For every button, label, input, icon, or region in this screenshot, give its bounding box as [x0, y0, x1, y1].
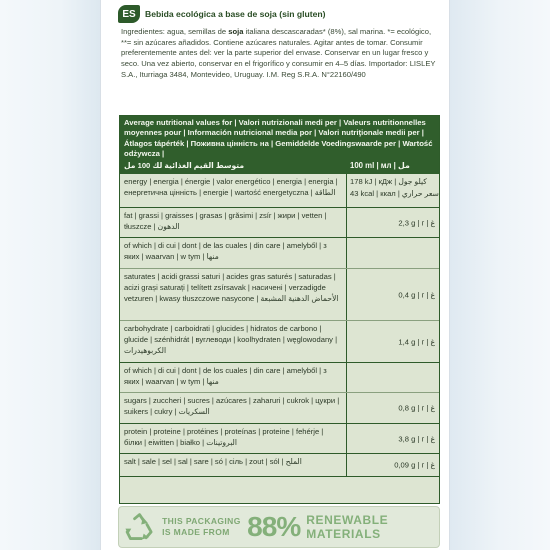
table-row: [120, 321, 439, 363]
banner-small-text: THIS PACKAGING IS MADE FROM: [162, 516, 241, 537]
right-carton-edge: [450, 0, 550, 550]
nutrient-value-cell: [347, 393, 439, 423]
es-header: [118, 4, 438, 24]
nutrient-value-cell: [347, 174, 439, 207]
recycle-icon: [123, 509, 156, 545]
table-row: [120, 174, 439, 208]
ingredients-prefix: Ingredientes: agua, semillas de: [121, 27, 229, 36]
table-row: [120, 269, 439, 321]
ingredients-suffix: italiana descascaradas* (8%), sal marina. *= ecológico, **= sin azúcares añadidos. Contiene azúcares naturales. Agitar antes de tomar. Consumir preferentemente antes del: ver la parte superior del envase. Conservar en un lugar fresco y seco. Una vez abierto, conservar en el frigorífico y consumir en 4–5 días. Importador: LISLEY S.A., Iturriaga 3484, Montevideo, Uruguay. I.M. Reg S.R.A. N°22160/490: [121, 27, 436, 79]
nutrient-value-cell: [347, 424, 439, 453]
banner-big-text: RENEWABLE MATERIALS: [306, 513, 389, 541]
nutrient-label: sugars | zuccheri | sucres | azúcares | zaharuri | cukrok | цукри | suikers | cukry | السكريات: [120, 393, 347, 423]
allergen-soja: soja: [228, 27, 244, 36]
nutrient-value: 0,8 g | г | غ: [398, 403, 435, 413]
nutrition-table: [119, 115, 440, 504]
language-badge: ES: [118, 5, 140, 23]
left-carton-edge: [0, 0, 100, 550]
recycle-banner: [118, 506, 440, 548]
table-row: [120, 363, 439, 393]
nutrient-value: 1,4 g | г | غ: [398, 337, 435, 346]
nutrient-label: saturates | acidi grassi saturi | acides gras saturés | saturadas | acizi grași saturați | telített zsírsavak | насичені | verzadigde vetzuren | kwasy tłuszczowe nasycone | الأحماض الدهنية المشبعة: [120, 269, 347, 320]
banner-percent: 88%: [247, 511, 301, 542]
nutrient-label: energy | energia | énergie | valor energético | energia | energia | енергетична цінність | energie | wartość energetyczna | الطاقة: [120, 174, 347, 207]
nutrition-table-header: [120, 116, 439, 174]
nutrient-value: 0,4 g | г | غ: [398, 290, 435, 299]
table-row: [120, 454, 439, 477]
nutrition-rows: [120, 174, 439, 477]
table-row: [120, 238, 439, 269]
nutrient-value-cell: [347, 269, 439, 320]
nutrient-value-cell: [347, 454, 439, 476]
nutrient-value-cell: [347, 363, 439, 392]
nutrient-value: 3,8 g | г | غ: [398, 434, 435, 443]
header-unit: 100 ml | мл | مل: [350, 161, 410, 170]
nutrient-value: 0,09 g | г | غ: [394, 460, 435, 470]
energy-kj: 178 kJ | кДж | كيلو جول: [350, 177, 427, 186]
table-row: [120, 208, 439, 238]
ingredients-text: [121, 27, 439, 81]
table-row: [120, 393, 439, 424]
nutrient-label: protein | proteine | protéines | proteínas | proteine | fehérje | білки | eiwitten | białko | البروتينات: [120, 424, 347, 453]
header-arabic: متوسط القيم الغذائية لك 100 مل: [124, 161, 245, 170]
nutrient-label: of which | di cui | dont | de los cuales | din care | amelyből | з яких | waarvan | w tym | منها: [120, 363, 347, 392]
nutrient-value-cell: [347, 238, 439, 268]
nutrient-label: of which | di cui | dont | de las cuales | din care | amelyből | з яких | waarvan | w tym | منها: [120, 238, 347, 268]
nutrient-label: carbohydrate | carboidrati | glucides | hidratos de carbono | glucide | szénhidrát | вуглеводи | koolhydraten | węglowodany | الكربوهيدرات: [120, 321, 347, 362]
nutrient-label: fat | grassi | graisses | grasas | grăsimi | zsír | жири | vetten | tłuszcze | الدهون: [120, 208, 347, 237]
nutrient-value-cell: [347, 208, 439, 237]
energy-kcal: 43 kcal | ккал | سعر حراري: [350, 189, 439, 198]
table-row: [120, 424, 439, 454]
header-text: Average nutritional values for | Valori nutrizionali medi per | Valeurs nutritionnelles moyennes pour | Información nutricional media por | Valori nutriţionale medii per | Átlagos tápérték | Поживна цінність на | Gemiddelde Voedingswaarde per | Wartość odżywcza |: [124, 118, 433, 159]
nutrient-label: salt | sale | sel | sal | sare | só | сіль | zout | sól | الملح: [120, 454, 347, 476]
product-title: Bebida ecológica a base de soja (sin gluten): [145, 9, 326, 19]
nutrient-value-cell: [347, 321, 439, 362]
nutrient-value: 2,3 g | г | غ: [398, 218, 435, 227]
